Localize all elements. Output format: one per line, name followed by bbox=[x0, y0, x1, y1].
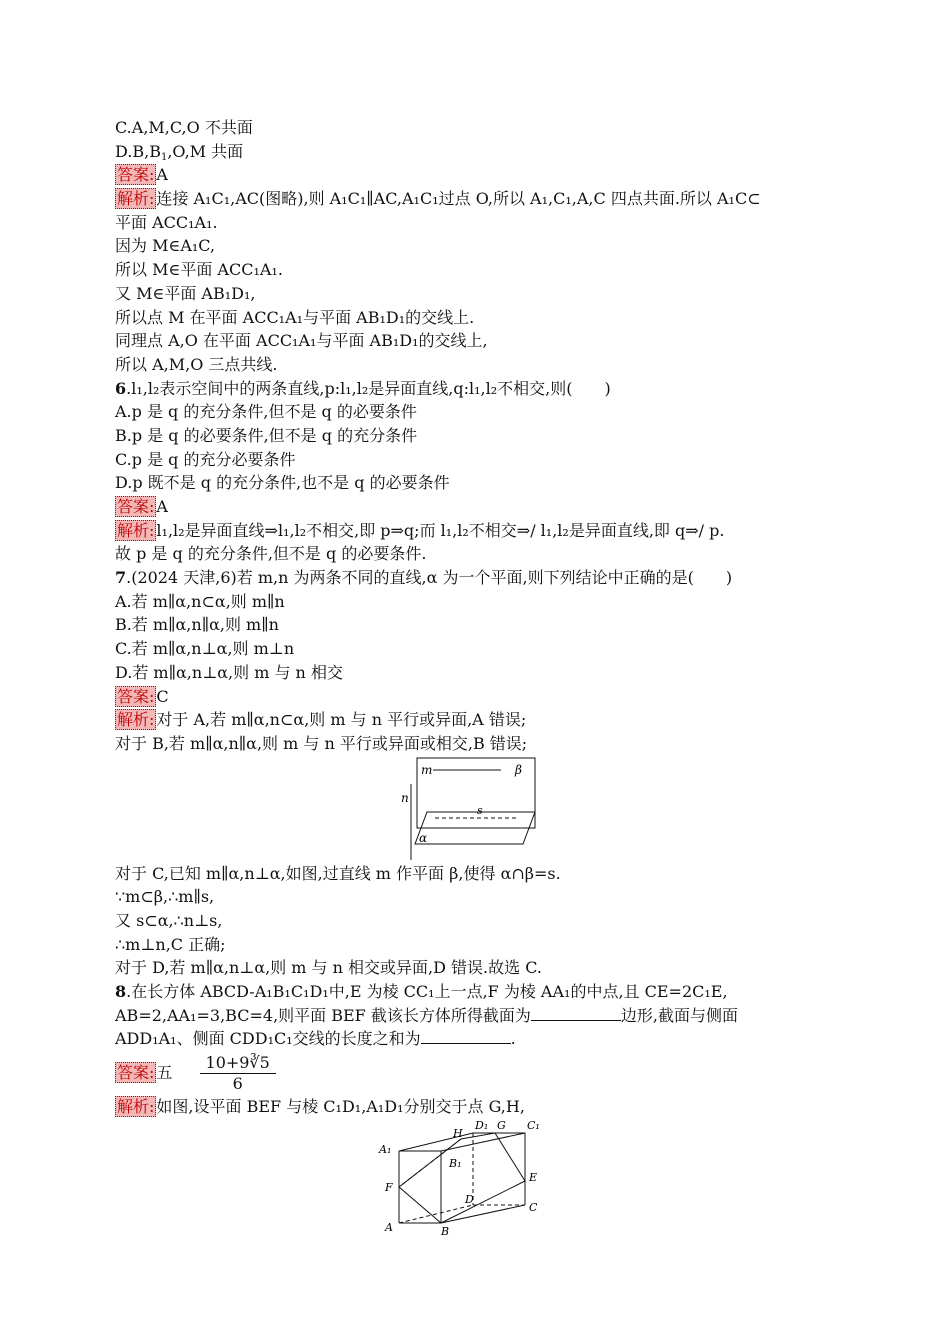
q5-analysis-8: 所以 A,M,O 三点共线. bbox=[115, 354, 278, 374]
label-g: G bbox=[497, 1118, 506, 1132]
q6-analysis-1: 解析: l₁,l₂是异面直线⇒l₁,l₂不相交,即 p⇒q;而 l₁,l₂不相交⇒/ l₁,l₂是异面直线,即 q⇒/ p. bbox=[117, 520, 725, 540]
q7-option-b: B.若 m∥α,n∥α,则 m∥n bbox=[115, 615, 279, 635]
q5-analysis-4: 所以 M∈平面 ACC₁A₁. bbox=[115, 260, 283, 280]
q6-option-c: C.p 是 q 的充分必要条件 bbox=[115, 449, 296, 469]
label-alpha: α bbox=[419, 830, 428, 845]
q7-stem: 7.(2024 天津,6)若 m,n 为两条不同的直线,α 为一个平面,则下列结论中正确的是( ) bbox=[115, 568, 733, 588]
label-n: n bbox=[401, 790, 409, 805]
q7-analysis-3: 对于 C,已知 m∥α,n⊥α,如图,过直线 m 作平面 β,使得 α∩β=s. bbox=[115, 863, 561, 883]
q5-analysis-7: 同理点 A,O 在平面 ACC₁A₁与平面 AB₁D₁的交线上, bbox=[115, 331, 488, 351]
q5-option-c: C.A,M,C,O 不共面 bbox=[115, 118, 253, 137]
label-beta: β bbox=[515, 762, 522, 777]
label-b1: B₁ bbox=[449, 1156, 462, 1170]
cuboid-figure bbox=[375, 1119, 555, 1237]
label-h: H bbox=[453, 1126, 463, 1140]
q8-stem-1: 8.在长方体 ABCD-A₁B₁C₁D₁中,E 为棱 CC₁上一点,F 为棱 AA₁的中点,且 CE=2C₁E, bbox=[115, 982, 728, 1001]
answer-blank-1 bbox=[531, 1006, 621, 1021]
label-d1: D₁ bbox=[475, 1118, 489, 1132]
answer-fraction: $\frac{10+9∛5}{6}$ bbox=[200, 1053, 276, 1094]
q6-answer: 答案: A bbox=[117, 497, 168, 516]
label-s: s bbox=[477, 803, 483, 817]
q7-analysis-1: 解析: 对于 A,若 m∥α,n⊂α,则 m 与 n 平行或异面,A 错误; bbox=[117, 710, 527, 730]
q8-stem-3: ADD₁A₁、侧面 CDD₁C₁交线的长度之和为 . bbox=[115, 1029, 516, 1049]
q6-analysis-2: 故 p 是 q 的充分条件,但不是 q 的必要条件. bbox=[115, 544, 427, 564]
q5-analysis-2: 平面 ACC₁A₁. bbox=[115, 212, 218, 232]
q7-option-a: A.若 m∥α,n⊂α,则 m∥n bbox=[115, 591, 285, 611]
answer-tag: 答案: bbox=[117, 165, 155, 185]
label-a1: A₁ bbox=[379, 1142, 392, 1156]
q7-analysis-2: 对于 B,若 m∥α,n∥α,则 m 与 n 平行或异面或相交,B 错误; bbox=[115, 733, 528, 753]
analysis-tag: 解析: bbox=[117, 1097, 155, 1117]
label-e: E bbox=[529, 1170, 538, 1184]
q7-option-c: C.若 m∥α,n⊥α,则 m⊥n bbox=[115, 639, 295, 659]
q5-analysis-3: 因为 M∈A₁C, bbox=[115, 236, 216, 256]
q5-analysis-5: 又 M∈平面 AB₁D₁, bbox=[115, 283, 256, 303]
q7-analysis-4: ∵m⊂β,∴m∥s, bbox=[115, 887, 215, 907]
q5-analysis-1: 解析: 连接 A₁C₁,AC(图略),则 A₁C₁∥AC,A₁C₁过点 O,所以 A₁,C₁,A,C 四点共面.所以 A₁C⊂ bbox=[117, 189, 761, 209]
plane-figure bbox=[385, 756, 545, 862]
label-f: F bbox=[385, 1180, 393, 1194]
q8-stem-2: AB=2,AA₁=3,BC=4,则平面 BEF 截该长方体所得截面为 边形,截面与侧面 bbox=[115, 1005, 738, 1025]
q6-option-b: B.p 是 q 的必要条件,但不是 q 的充分条件 bbox=[115, 425, 418, 445]
answer-tag: 答案: bbox=[117, 1063, 155, 1083]
label-c1: C₁ bbox=[527, 1118, 540, 1132]
label-a: A bbox=[385, 1220, 393, 1234]
analysis-tag: 解析: bbox=[117, 520, 155, 540]
q6-stem: 6.l₁,l₂表示空间中的两条直线,p:l₁,l₂是异面直线,q:l₁,l₂不相交,则( ) bbox=[115, 378, 611, 398]
document-page bbox=[115, 116, 815, 1237]
label-c: C bbox=[529, 1200, 538, 1214]
q6-option-a: A.p 是 q 的充分条件,但不是 q 的必要条件 bbox=[115, 402, 417, 422]
label-b: B bbox=[441, 1224, 450, 1237]
q7-analysis-6: ∴m⊥n,C 正确; bbox=[115, 934, 226, 954]
answer-tag: 答案: bbox=[117, 497, 155, 516]
q5-analysis-6: 所以点 M 在平面 ACC₁A₁与平面 AB₁D₁的交线上. bbox=[115, 307, 475, 327]
analysis-tag: 解析: bbox=[117, 189, 155, 209]
q5-option-d: $D.B,B_1,O,M$ 共面 bbox=[115, 141, 244, 163]
label-d: D bbox=[465, 1192, 474, 1206]
q8-answer: 答案: 五 $\frac{10+9∛5}{6}$ bbox=[115, 1051, 815, 1095]
label-m: m bbox=[421, 762, 433, 777]
q7-analysis-7: 对于 D,若 m∥α,n⊥α,则 m 与 n 相交或异面,D 错误.故选 C. bbox=[115, 958, 542, 978]
q7-analysis-5: 又 s⊂α,∴n⊥s, bbox=[115, 910, 223, 930]
q5-answer: 答案: A bbox=[117, 165, 168, 185]
q7-answer: 答案: C bbox=[117, 686, 169, 706]
answer-blank-2 bbox=[421, 1029, 511, 1044]
answer-tag: 答案: bbox=[117, 686, 155, 706]
q6-option-d: D.p 既不是 q 的充分条件,也不是 q 的必要条件 bbox=[115, 473, 450, 493]
q8-analysis-1: 解析: 如图,设平面 BEF 与棱 C₁D₁,A₁D₁分别交于点 G,H, bbox=[117, 1097, 525, 1117]
q7-option-d: D.若 m∥α,n⊥α,则 m 与 n 相交 bbox=[115, 662, 343, 682]
analysis-tag: 解析: bbox=[117, 710, 155, 730]
